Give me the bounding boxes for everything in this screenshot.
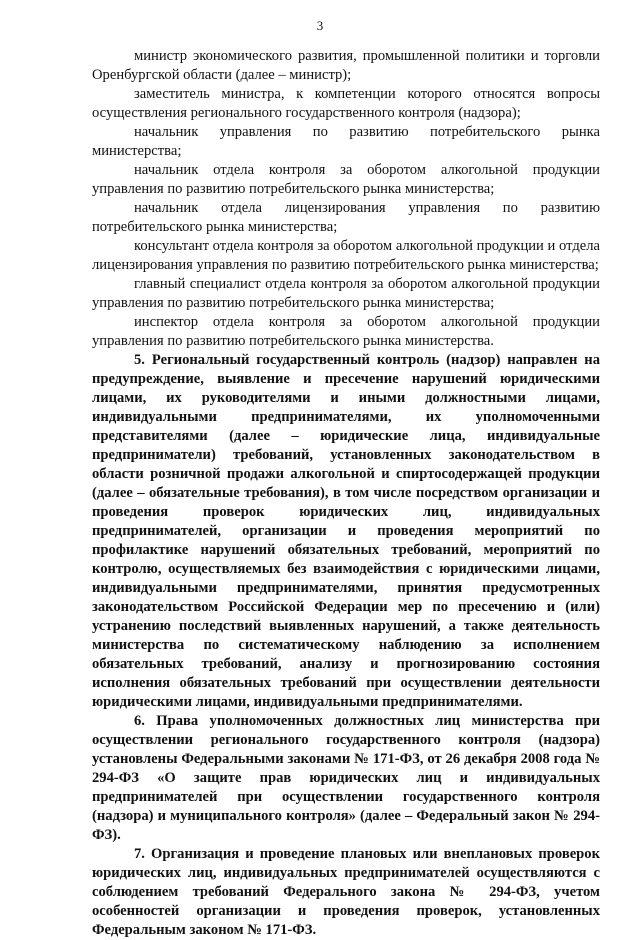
page-number: 3: [316, 18, 324, 33]
paragraph-head-of-department: начальник управления по развитию потребительского рынка министерства;: [92, 124, 600, 159]
paragraph-consultant: консультант отдела контроля за оборотом алкогольной продукции и отдела лицензирования управления по развитию потребительского рынка министерства;: [92, 238, 600, 273]
paragraph-deputy-minister: заместитель министра, к компетенции которого относятся вопросы осуществления регионального государственного контроля (надзора);: [92, 86, 600, 121]
paragraph-item-6: 6. Права уполномоченных должностных лиц министерства при осуществлении регионального государственного контроля (надзора) установлены Федеральными законами № 171-ФЗ, от 26 декабря 2008 года № 294-ФЗ «О защите прав юридических лиц и индивидуальных предпринимателей при осуществлении государственного контроля (надзора) и муниципального контроля» (далее – Федеральный закон № 294-ФЗ).: [92, 713, 600, 843]
paragraph-minister: министр экономического развития, промышленной политики и торговли Оренбургской области (далее – министр);: [92, 48, 600, 83]
paragraph-head-alcohol-control: начальник отдела контроля за оборотом алкогольной продукции управления по развитию потребительского рынка министерства;: [92, 162, 600, 197]
paragraph-inspector: инспектор отдела контроля за оборотом алкогольной продукции управления по развитию потребительского рынка министерства.: [92, 314, 600, 349]
document-body: [92, 47, 600, 940]
paragraph-head-licensing: начальник отдела лицензирования управления по развитию потребительского рынка министерства;: [92, 200, 600, 235]
paragraph-chief-specialist: главный специалист отдела контроля за оборотом алкогольной продукции управления по развитию потребительского рынка министерства;: [92, 276, 600, 311]
paragraph-item-7: 7. Организация и проведение плановых или внеплановых проверок юридических лиц, индивидуальных предпринимателей осуществляются с соблюдением требований Федерального закона № 294-ФЗ, учетом особенностей организации и проведения проверок, установленных Федеральным законом № 171-ФЗ.: [92, 846, 600, 938]
paragraph-item-5: 5. Региональный государственный контроль (надзор) направлен на предупреждение, выявление и пресечение нарушений юридическими лицами, их руководителями и иными должностными лицами, индивидуальными предпринимателями, их уполномоченными представителями (далее – юридические лица, индивидуальные предприниматели) требований, установленных законодательством в области розничной продажи алкогольной и спиртосодержащей продукции (далее – обязательные требования), в том числе посредством организации и проведения проверок юридических лиц, индивидуальных предпринимателей, организации и проведения мероприятий по профилактике нарушений обязательных требований, мероприятий по контролю, осуществляемых без взаимодействия с юридическими лицами, индивидуальными предпринимателями, принятия предусмотренных законодательством Российской Федерации мер по пресечению и (или) устранению последствий выявленных нарушений, а также деятельность министерства по систематическому наблюдению за исполнением обязательных требований, анализу и прогнозированию состояния исполнения обязательных требований при осуществлении деятельности юридическими лицами, индивидуальными предпринимателями.: [92, 352, 600, 710]
